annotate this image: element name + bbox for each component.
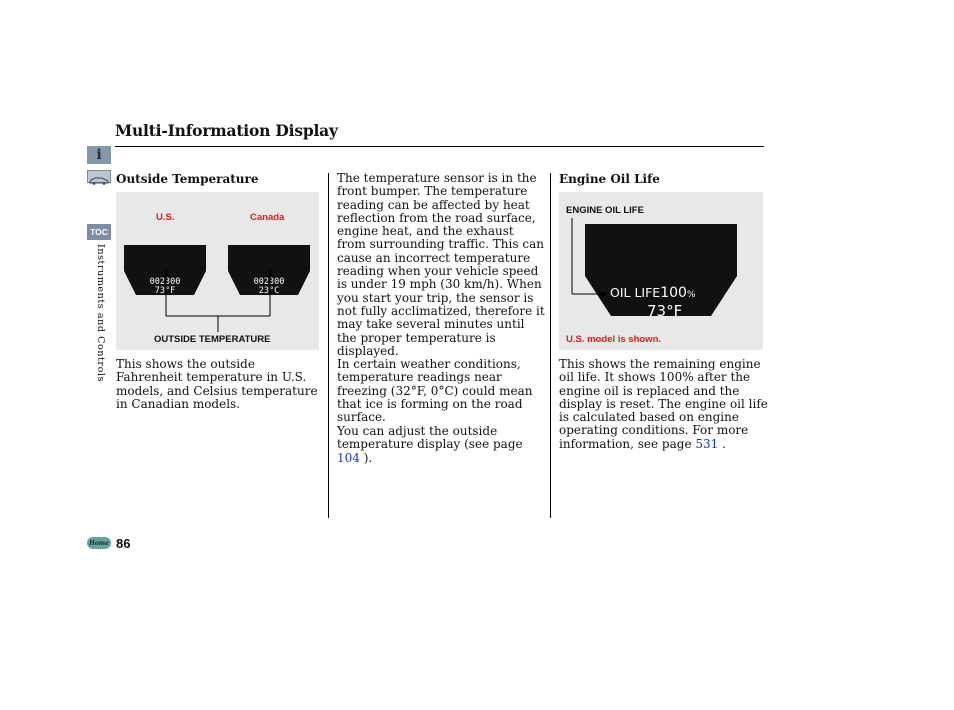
canada-temp: 23°C — [258, 286, 280, 296]
title-rule — [115, 146, 764, 147]
adjust-text-end: ). — [359, 450, 373, 465]
toc-label: TOC — [90, 227, 108, 237]
page-link-104[interactable]: 104 — [337, 450, 360, 465]
info-icon: i — [96, 147, 102, 163]
adjust-paragraph — [337, 425, 545, 465]
engine-oil-life-label: ENGINE OIL LIFE — [566, 205, 644, 216]
page-link-531[interactable]: 531 — [695, 436, 719, 451]
info-tab[interactable] — [87, 146, 111, 164]
us-model-note: U.S. model is shown. — [566, 334, 662, 345]
column-divider-2 — [550, 173, 551, 518]
engine-oil-life-heading: Engine Oil Life — [559, 172, 660, 186]
engine-oil-life-text: This shows the remaining engine oil life. It shows 100% after the engine oil is replaced and the display is reset. The engine oil life is calculated based on engine operating conditions. For more information, see page — [559, 357, 768, 451]
canada-odometer: 002300 — [253, 277, 285, 287]
oil-life-callout-line — [559, 192, 763, 350]
toc-button[interactable] — [87, 224, 111, 240]
outside-temperature-caption: OUTSIDE TEMPERATURE — [154, 334, 271, 345]
callout-lines — [116, 192, 319, 350]
oil-life-lcd-label: OIL LIFE100% — [610, 285, 696, 301]
adjust-text: You can adjust the outside temperature display (see page — [337, 424, 523, 452]
engine-oil-life-body — [559, 358, 769, 451]
home-button[interactable] — [87, 537, 111, 549]
engine-oil-life-figure — [559, 192, 763, 350]
outside-temperature-figure — [116, 192, 319, 350]
freezing-paragraph: In certain weather conditions, temperature readings near freezing (32°F, 0°C) could mean that ice is forming on the road surface. — [337, 357, 533, 425]
outside-temperature-heading: Outside Temperature — [116, 172, 259, 186]
column-divider-1 — [328, 173, 329, 518]
sensor-paragraph: The temperature sensor is in the front bumper. The temperature reading can be affected by heat reflection from the road surface, engine heat, and the exhaust from surrounding traffic. This can cause an incorrect temperature reading when your vehicle speed is under 19 mph (30 km/h). When you start your trip, the sensor is not fully acclimatized, therefore it may take several minutes until the proper temperature is displayed. — [337, 171, 545, 358]
oil-life-lcd-temp: 73°F — [647, 302, 683, 320]
home-icon: Home — [89, 539, 109, 547]
us-label: U.S. — [156, 212, 175, 223]
car-icon[interactable] — [87, 170, 111, 183]
engine-oil-life-text-end: . — [718, 436, 726, 451]
page-title: Multi-Information Display — [115, 121, 338, 140]
car-silhouette-icon — [88, 175, 110, 186]
us-temp: 73°F — [154, 286, 176, 296]
page-number: 86 — [116, 536, 131, 551]
canada-label: Canada — [250, 212, 285, 223]
us-odometer: 002300 — [149, 277, 181, 287]
chapter-side-label: Instruments and Controls — [95, 244, 106, 383]
outside-temperature-body: This shows the outside Fahrenheit temperature in U.S. models, and Celsius temperature in Canadian models. — [116, 357, 318, 411]
